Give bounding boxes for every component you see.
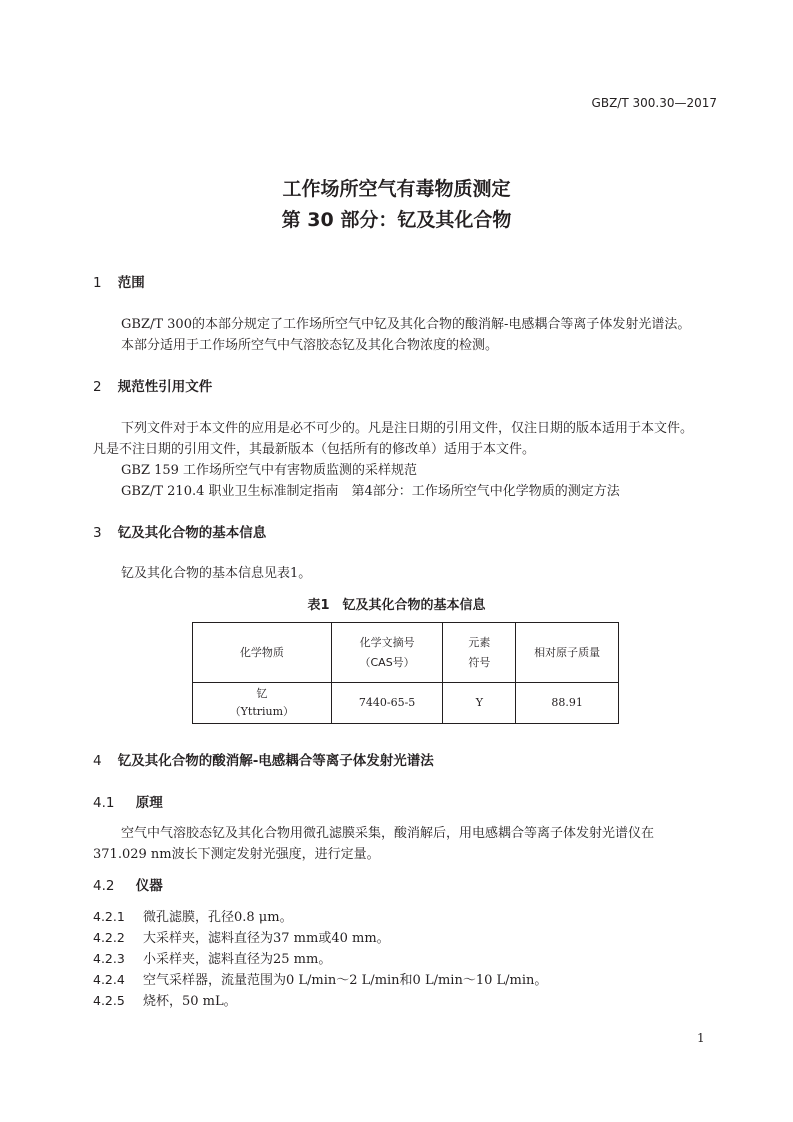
section-3-heading	[93, 521, 266, 541]
section-4-heading	[93, 749, 434, 769]
header-cell-cas: 化学文摘号 （CAS号）	[331, 623, 443, 683]
section-number: 4	[93, 753, 102, 769]
item-number: 4.2.5	[93, 993, 125, 1008]
subsection-number: 4.1	[93, 795, 115, 811]
paragraph: 下列文件对于本文件的应用是必不可少的。凡是注日期的引用文件，仅注日期的版本适用于本文件。	[121, 421, 694, 436]
item-text: 空气采样器，流量范围为0 L/min～2 L/min和0 L/min～10 L/min。	[143, 973, 548, 988]
section-title: 钇及其化合物的酸消解-电感耦合等离子体发射光谱法	[117, 753, 434, 769]
section-2-heading	[93, 375, 212, 395]
document-title: 工作场所空气有毒物质测定	[282, 178, 511, 200]
paragraph: 空气中气溶胶态钇及其化合物用微孔滤膜采集，酸消解后，用电感耦合等离子体发射光谱仪在	[121, 826, 655, 841]
section-number: 1	[93, 275, 102, 291]
table-caption: 表1 钇及其化合物的基本信息	[307, 598, 486, 613]
page-number: 1	[697, 1031, 705, 1045]
basic-info-table	[192, 622, 619, 724]
header-cell-symbol: 元素 符号	[443, 623, 516, 683]
cell-element-symbol: Y	[443, 683, 516, 724]
section-number: 3	[93, 525, 102, 541]
section-title: 规范性引用文件	[117, 379, 213, 395]
header-cell-atomic-mass: 相对原子质量	[516, 623, 619, 683]
item-number: 4.2.2	[93, 930, 125, 945]
paragraph: 钇及其化合物的基本信息见表1。	[121, 566, 312, 581]
section-number: 2	[93, 379, 102, 395]
table-row	[193, 683, 619, 724]
item-number: 4.2.4	[93, 972, 125, 987]
header-cell-chemical: 化学物质	[193, 623, 332, 683]
list-item	[93, 969, 547, 988]
list-item	[93, 906, 293, 925]
subsection-4-1-heading	[93, 791, 163, 811]
subsection-4-2-heading	[93, 874, 163, 894]
list-item	[93, 948, 331, 967]
cell-cas-number: 7440-65-5	[331, 683, 443, 724]
item-text: 大采样夹，滤料直径为37 mm或40 mm。	[143, 931, 390, 946]
section-title: 钇及其化合物的基本信息	[117, 525, 267, 541]
section-title: 范围	[117, 275, 145, 291]
reference-item: GBZ 159 工作场所空气中有害物质监测的采样规范	[121, 463, 418, 478]
table-header-row	[193, 623, 619, 683]
paragraph-continued: 凡是不注日期的引用文件，其最新版本（包括所有的修改单）适用于本文件。	[93, 442, 536, 457]
section-1-heading	[93, 271, 145, 291]
list-item	[93, 990, 237, 1009]
document-subtitle: 第 30 部分：钇及其化合物	[281, 209, 512, 231]
item-number: 4.2.3	[93, 951, 125, 966]
reference-item: GBZ/T 210.4 职业卫生标准制定指南 第4部分：工作场所空气中化学物质的测定方法	[121, 484, 620, 499]
paragraph: 本部分适用于工作场所空气中气溶胶态钇及其化合物浓度的检测。	[121, 338, 499, 353]
item-text: 微孔滤膜，孔径0.8 μm。	[143, 910, 293, 925]
item-text: 小采样夹，滤料直径为25 mm。	[143, 952, 332, 967]
subsection-title: 原理	[135, 795, 163, 811]
paragraph-continued: 371.029 nm波长下测定发射光强度，进行定量。	[93, 847, 380, 862]
item-number: 4.2.1	[93, 909, 125, 924]
cell-chemical-name: 钇 （Yttrium）	[193, 683, 332, 724]
standard-number: GBZ/T 300.30—2017	[591, 96, 717, 110]
paragraph: GBZ/T 300的本部分规定了工作场所空气中钇及其化合物的酸消解-电感耦合等离子体发射光谱法。	[121, 317, 691, 332]
subsection-number: 4.2	[93, 878, 115, 894]
item-text: 烧杯，50 mL。	[143, 994, 237, 1009]
subsection-title: 仪器	[135, 878, 163, 894]
cell-atomic-mass: 88.91	[516, 683, 619, 724]
list-item	[93, 927, 390, 946]
